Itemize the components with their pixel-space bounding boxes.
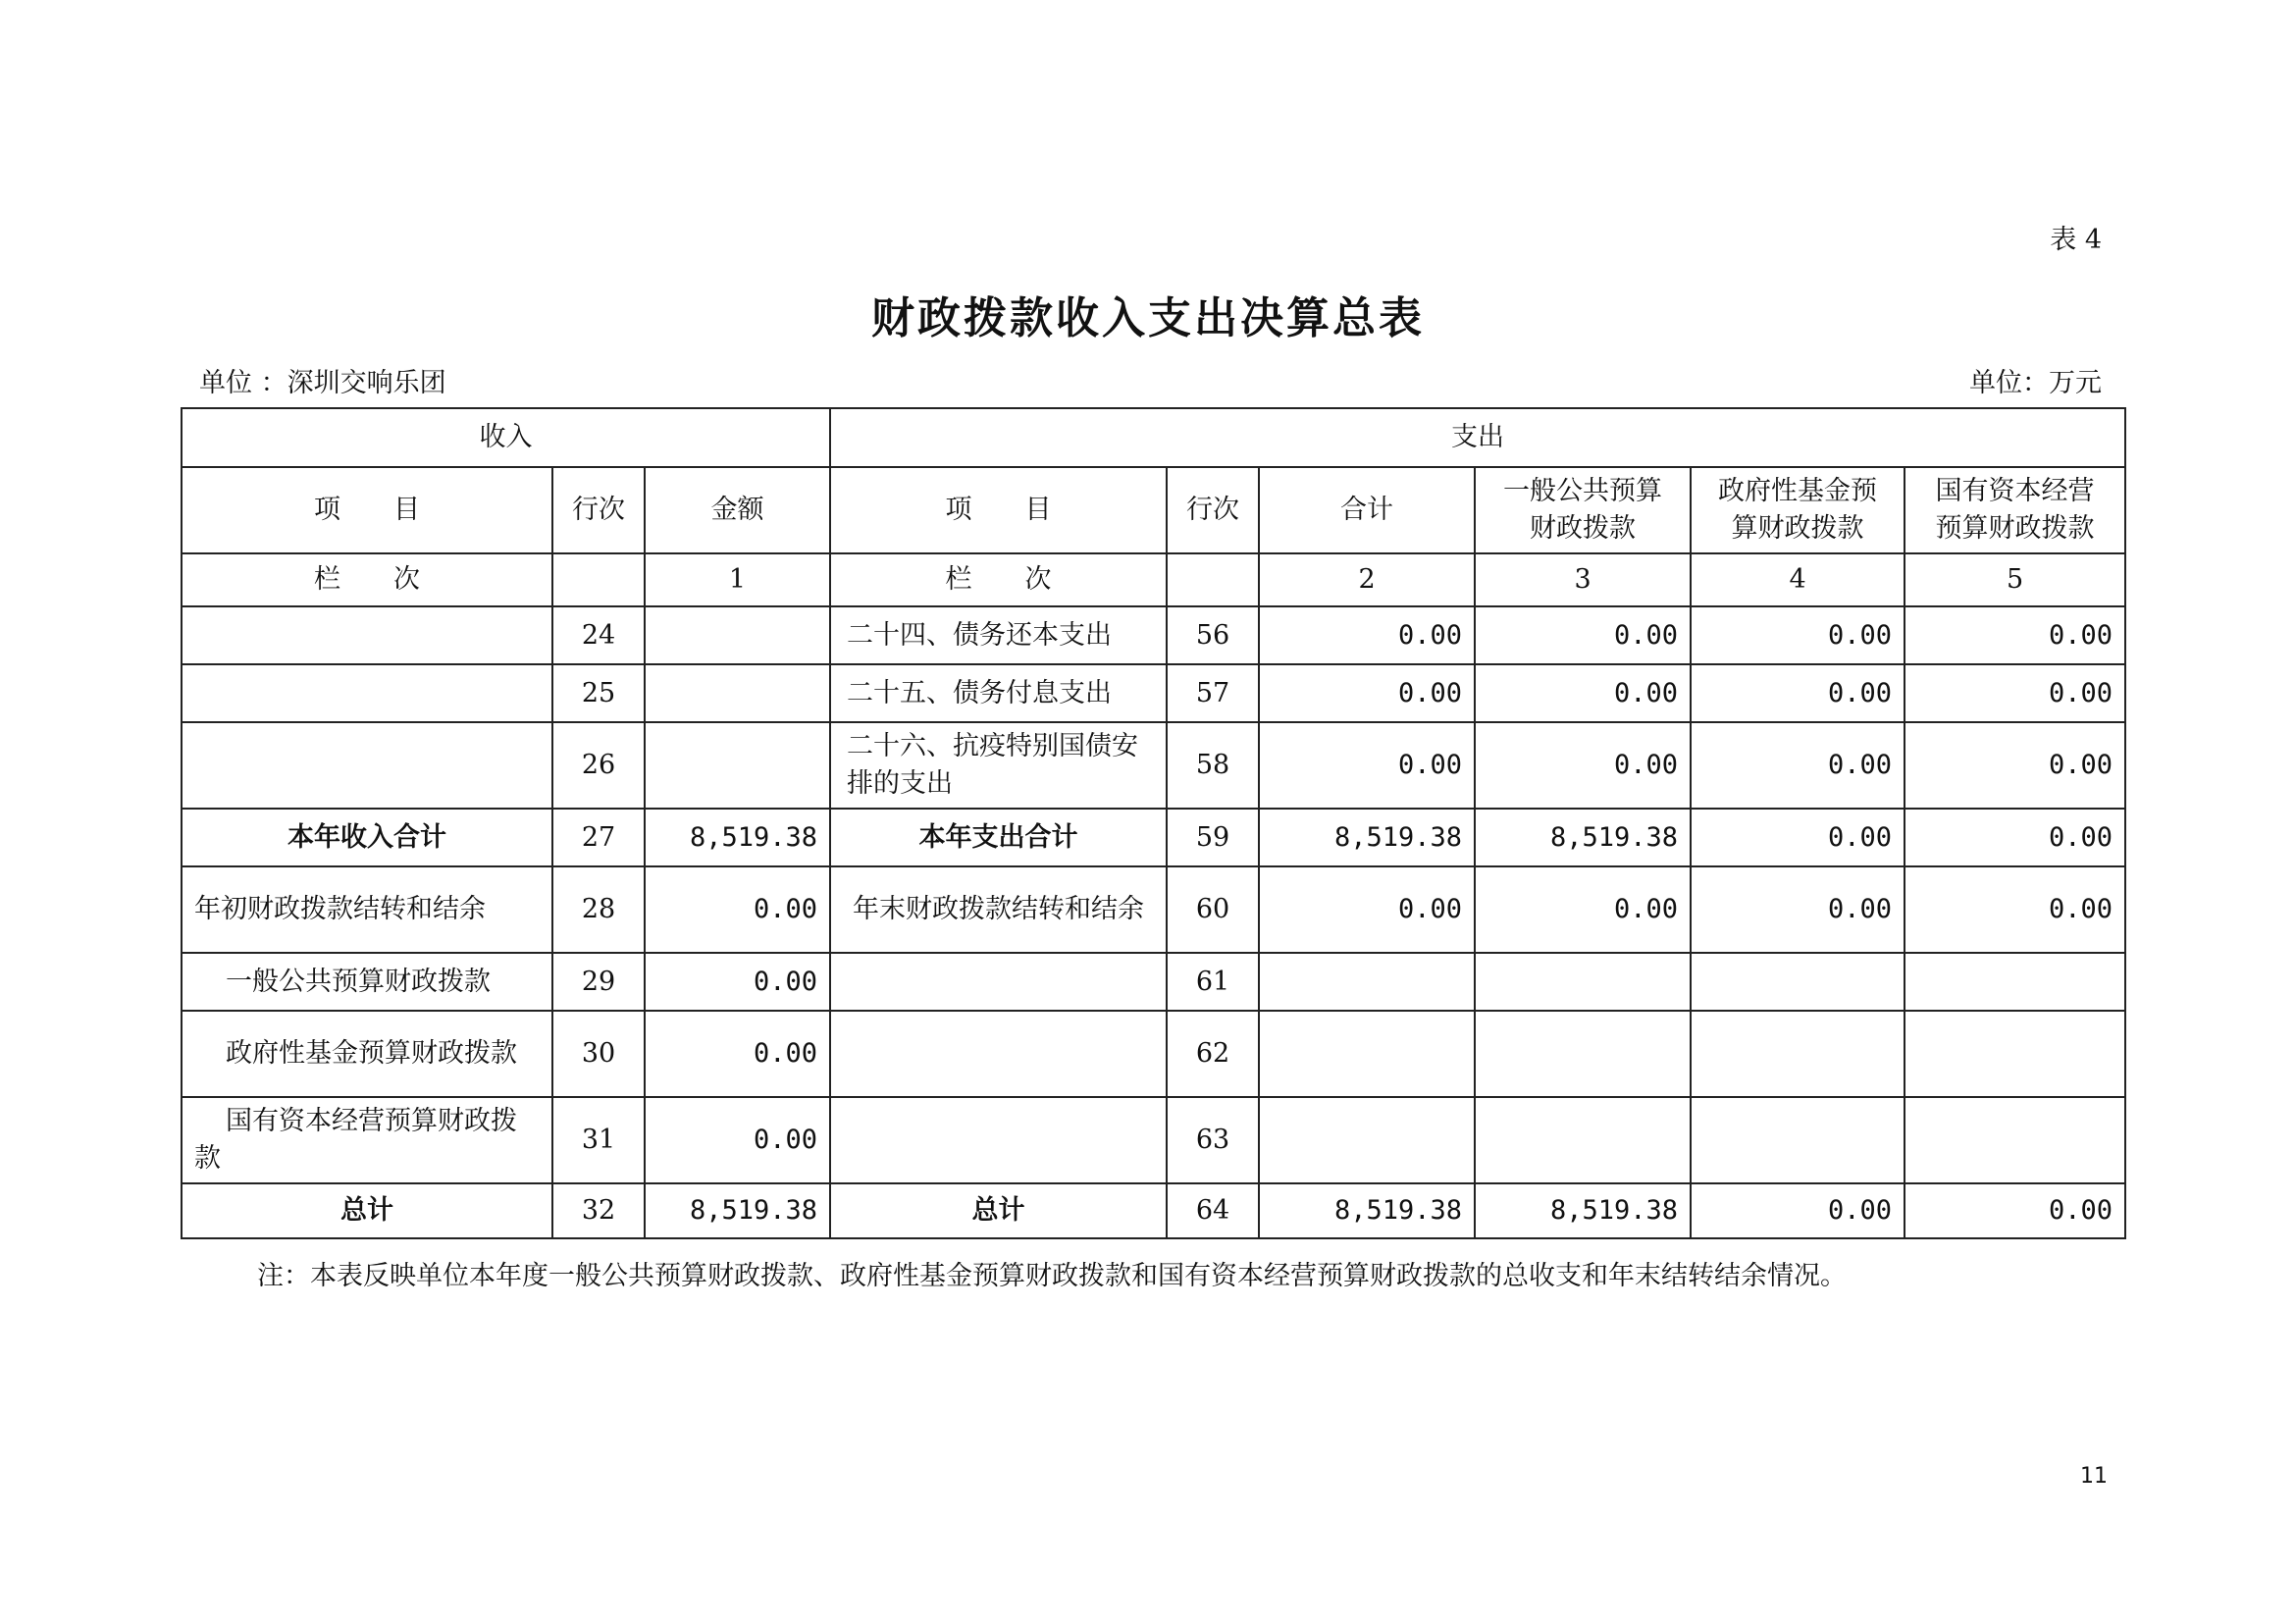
expense-fund: 0.00	[1691, 722, 1905, 809]
expense-item	[830, 1097, 1167, 1183]
expense-fund: 0.00	[1691, 664, 1905, 722]
income-row-no: 24	[552, 606, 645, 664]
expense-item	[830, 1011, 1167, 1097]
income-amount: 0.00	[645, 1097, 830, 1183]
col-header-total: 合计	[1259, 467, 1475, 553]
table-row	[182, 664, 2125, 722]
table-row	[182, 866, 2125, 953]
income-amount: 0.00	[645, 866, 830, 953]
income-item	[182, 664, 552, 722]
expense-fund	[1691, 953, 1905, 1011]
expense-row-no: 64	[1167, 1183, 1259, 1238]
expense-general: 0.00	[1475, 664, 1691, 722]
income-row-no: 25	[552, 664, 645, 722]
column-index-row	[182, 553, 2125, 606]
income-item: 政府性基金预算财政拨款	[182, 1011, 552, 1097]
expense-total: 0.00	[1259, 606, 1475, 664]
expense-general: 8,519.38	[1475, 809, 1691, 866]
page-title: 财政拨款收入支出决算总表	[871, 293, 1425, 343]
expense-state: 0.00	[1905, 606, 2125, 664]
col-header-amount: 金额	[645, 467, 830, 553]
col-header-row-no: 行次	[552, 467, 645, 553]
income-item: 一般公共预算财政拨款	[182, 953, 552, 1011]
income-item	[182, 606, 552, 664]
income-row-no: 32	[552, 1183, 645, 1238]
expense-item: 二十六、抗疫特别国债安排的支出	[830, 722, 1167, 809]
unit-organization: 单位 ：深圳交响乐团	[199, 368, 446, 398]
income-row-no: 30	[552, 1011, 645, 1097]
expense-row-no: 57	[1167, 664, 1259, 722]
expense-state	[1905, 1097, 2125, 1183]
col-header-state: 国有资本经营预算财政拨款	[1905, 467, 2125, 553]
income-item	[182, 722, 552, 809]
col-header-general: 一般公共预算财政拨款	[1475, 467, 1691, 553]
col-header-exp-item: 项 目	[830, 467, 1167, 553]
expense-general	[1475, 1097, 1691, 1183]
expense-item: 二十五、债务付息支出	[830, 664, 1167, 722]
income-amount: 0.00	[645, 1011, 830, 1097]
col-index-general: 3	[1475, 553, 1691, 606]
expense-total: 8,519.38	[1259, 1183, 1475, 1238]
expense-item: 年末财政拨款结转和结余	[830, 866, 1167, 953]
expense-row-no: 62	[1167, 1011, 1259, 1097]
expense-row-no: 58	[1167, 722, 1259, 809]
expense-general: 0.00	[1475, 866, 1691, 953]
expense-general	[1475, 1011, 1691, 1097]
income-item: 国有资本经营预算财政拨款	[182, 1097, 552, 1183]
income-amount: 8,519.38	[645, 1183, 830, 1238]
expense-header: 支出	[830, 408, 2125, 467]
income-row-no: 31	[552, 1097, 645, 1183]
expense-fund	[1691, 1011, 1905, 1097]
table-number-label: 表 4	[2050, 225, 2102, 255]
expense-general: 8,519.38	[1475, 1183, 1691, 1238]
income-header: 收入	[182, 408, 830, 467]
expense-row-no: 59	[1167, 809, 1259, 866]
expense-row-no: 56	[1167, 606, 1259, 664]
col-index-fund: 4	[1691, 553, 1905, 606]
col-index-exp-label: 栏 次	[830, 553, 1167, 606]
table-row	[182, 1183, 2125, 1238]
expense-fund: 0.00	[1691, 866, 1905, 953]
income-item: 本年收入合计	[182, 809, 552, 866]
table-row	[182, 1097, 2125, 1183]
col-index-label: 栏 次	[182, 553, 552, 606]
table-row	[182, 722, 2125, 809]
expense-total	[1259, 1011, 1475, 1097]
column-header-row	[182, 467, 2125, 553]
col-header-fund: 政府性基金预算财政拨款	[1691, 467, 1905, 553]
expense-state	[1905, 1011, 2125, 1097]
section-header-row	[182, 408, 2125, 467]
income-item: 年初财政拨款结转和结余	[182, 866, 552, 953]
expense-total: 8,519.38	[1259, 809, 1475, 866]
table-row	[182, 606, 2125, 664]
unit-currency: 单位：万元	[1969, 368, 2102, 398]
expense-state: 0.00	[1905, 809, 2125, 866]
col-index-state: 5	[1905, 553, 2125, 606]
budget-table	[181, 407, 2126, 1239]
col-header-exp-row-no: 行次	[1167, 467, 1259, 553]
expense-general: 0.00	[1475, 722, 1691, 809]
col-header-item: 项 目	[182, 467, 552, 553]
col-index-exp-empty	[1167, 553, 1259, 606]
income-amount	[645, 722, 830, 809]
expense-state: 0.00	[1905, 722, 2125, 809]
expense-item: 本年支出合计	[830, 809, 1167, 866]
income-amount: 0.00	[645, 953, 830, 1011]
income-amount	[645, 664, 830, 722]
income-amount: 8,519.38	[645, 809, 830, 866]
income-amount	[645, 606, 830, 664]
expense-general	[1475, 953, 1691, 1011]
expense-state	[1905, 953, 2125, 1011]
expense-state: 0.00	[1905, 664, 2125, 722]
expense-row-no: 63	[1167, 1097, 1259, 1183]
income-row-no: 26	[552, 722, 645, 809]
table-row	[182, 1011, 2125, 1097]
expense-total	[1259, 1097, 1475, 1183]
expense-item: 总计	[830, 1183, 1167, 1238]
expense-fund: 0.00	[1691, 1183, 1905, 1238]
expense-item: 二十四、债务还本支出	[830, 606, 1167, 664]
table-note: 注：本表反映单位本年度一般公共预算财政拨款、政府性基金预算财政拨款和国有资本经营预算财政拨款的总收支和年末结转结余情况。	[257, 1261, 1847, 1291]
income-item: 总计	[182, 1183, 552, 1238]
expense-row-no: 61	[1167, 953, 1259, 1011]
expense-state: 0.00	[1905, 1183, 2125, 1238]
expense-total	[1259, 953, 1475, 1011]
table-row	[182, 809, 2125, 866]
expense-total: 0.00	[1259, 722, 1475, 809]
expense-general: 0.00	[1475, 606, 1691, 664]
income-row-no: 27	[552, 809, 645, 866]
income-row-no: 29	[552, 953, 645, 1011]
expense-state: 0.00	[1905, 866, 2125, 953]
income-row-no: 28	[552, 866, 645, 953]
col-index-amount: 1	[645, 553, 830, 606]
expense-total: 0.00	[1259, 866, 1475, 953]
expense-total: 0.00	[1259, 664, 1475, 722]
table-row	[182, 953, 2125, 1011]
col-index-empty	[552, 553, 645, 606]
expense-fund: 0.00	[1691, 809, 1905, 866]
expense-row-no: 60	[1167, 866, 1259, 953]
expense-fund	[1691, 1097, 1905, 1183]
page-number: 11	[2080, 1464, 2108, 1489]
expense-item	[830, 953, 1167, 1011]
expense-fund: 0.00	[1691, 606, 1905, 664]
col-index-total: 2	[1259, 553, 1475, 606]
